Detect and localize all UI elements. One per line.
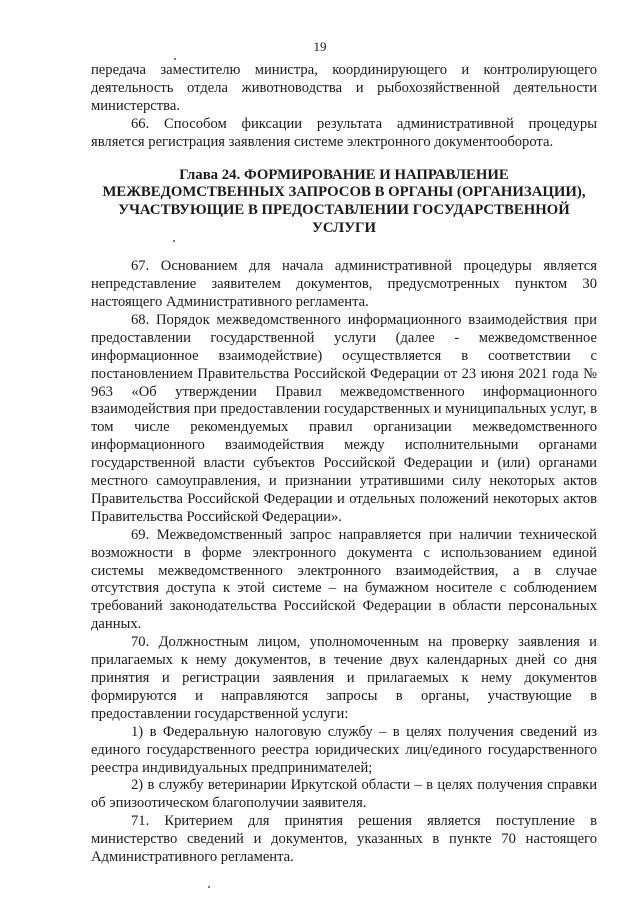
paragraph-continuation: передача заместителю министра, координирующего и контролирующего деятельность отдела животноводства и рыбохозяйственной деятельности министерства. [91,62,597,114]
paragraph-70: 70. Должностным лицом, уполномоченным на проверку заявления и прилагаемых к нему документов, в течение двух календарных дней со дня принятия и регистрации заявления и прилагаемых к нему документов формируются и направляются запросы в органы, участвующие в предоставлении государственной услуги: [91,634,597,722]
page-number: 19 [313,39,327,54]
scan-speck [174,58,176,60]
paragraph-67: 67. Основанием для начала административной процедуры является непредставление заявителем документов, предусмотренных пунктом 30 настоящего Административного регламента. [91,258,597,310]
scan-speck [173,240,175,242]
paragraph-69: 69. Межведомственный запрос направляется при наличии технической возможности в форме электронного документа с использованием единой системы межведомственного электронного взаимодействия, а в случае отсутствия доступа к этой системе – на бумажном носителе с соблюдением требований законодательства Российской Федерации в области персональных данных. [91,526,597,633]
chapter-title: Глава 24. ФОРМИРОВАНИЕ И НАПРАВЛЕНИЕ МЕЖВЕДОМСТВЕННЫХ ЗАПРОСОВ В ОРГАНЫ (ОРГАНИЗАЦИИ), УЧАСТВУЮЩИЕ В ПРЕДОСТАВЛЕНИИ ГОСУДАРСТВЕННОЙ УСЛУГИ [102,166,586,237]
scan-speck [208,886,210,888]
paragraph-66: 66. Способом фиксации результата административной процедуры является регистрация заявления системе электронного документооборота. [91,115,597,150]
paragraph-70-item-2: 2) в службу ветеринарии Иркутской области – в целях получения справки об эпизоотическом благополучии заявителя. [91,777,597,812]
paragraph-71: 71. Критерием для принятия решения является поступление в министерство сведений и документов, указанных в пункте 70 настоящего Административного регламента. [91,813,597,866]
paragraph-68: 68. Порядок межведомственного информационного взаимодействия при предоставлении государственной услуги (далее - межведомственное информационное взаимодействие) осуществляется в соответствии с постановлением Правительства Российской Федерации от 23 июня 2021 года № 963 «Об утверждении Правил межведомственного информационного взаимодействия при предоставлении государственных и муниципальных услуг, в том числе рекомендуемых правил организации межведомственного информационного взаимодействия между исполнительными органами государственной власти субъектов Российской Федерации и (или) органами местного самоуправления, и признании утратившими силу некоторых актов Правительства Российской Федерации и отдельных положений некоторых актов Правительства Российской Федерации». [91,311,597,525]
paragraph-70-item-1: 1) в Федеральную налоговую службу – в целях получения сведений из единого государственного реестра юридических лиц/единого государственного реестра индивидуальных предпринимателей; [91,723,597,776]
document-body [91,62,597,867]
